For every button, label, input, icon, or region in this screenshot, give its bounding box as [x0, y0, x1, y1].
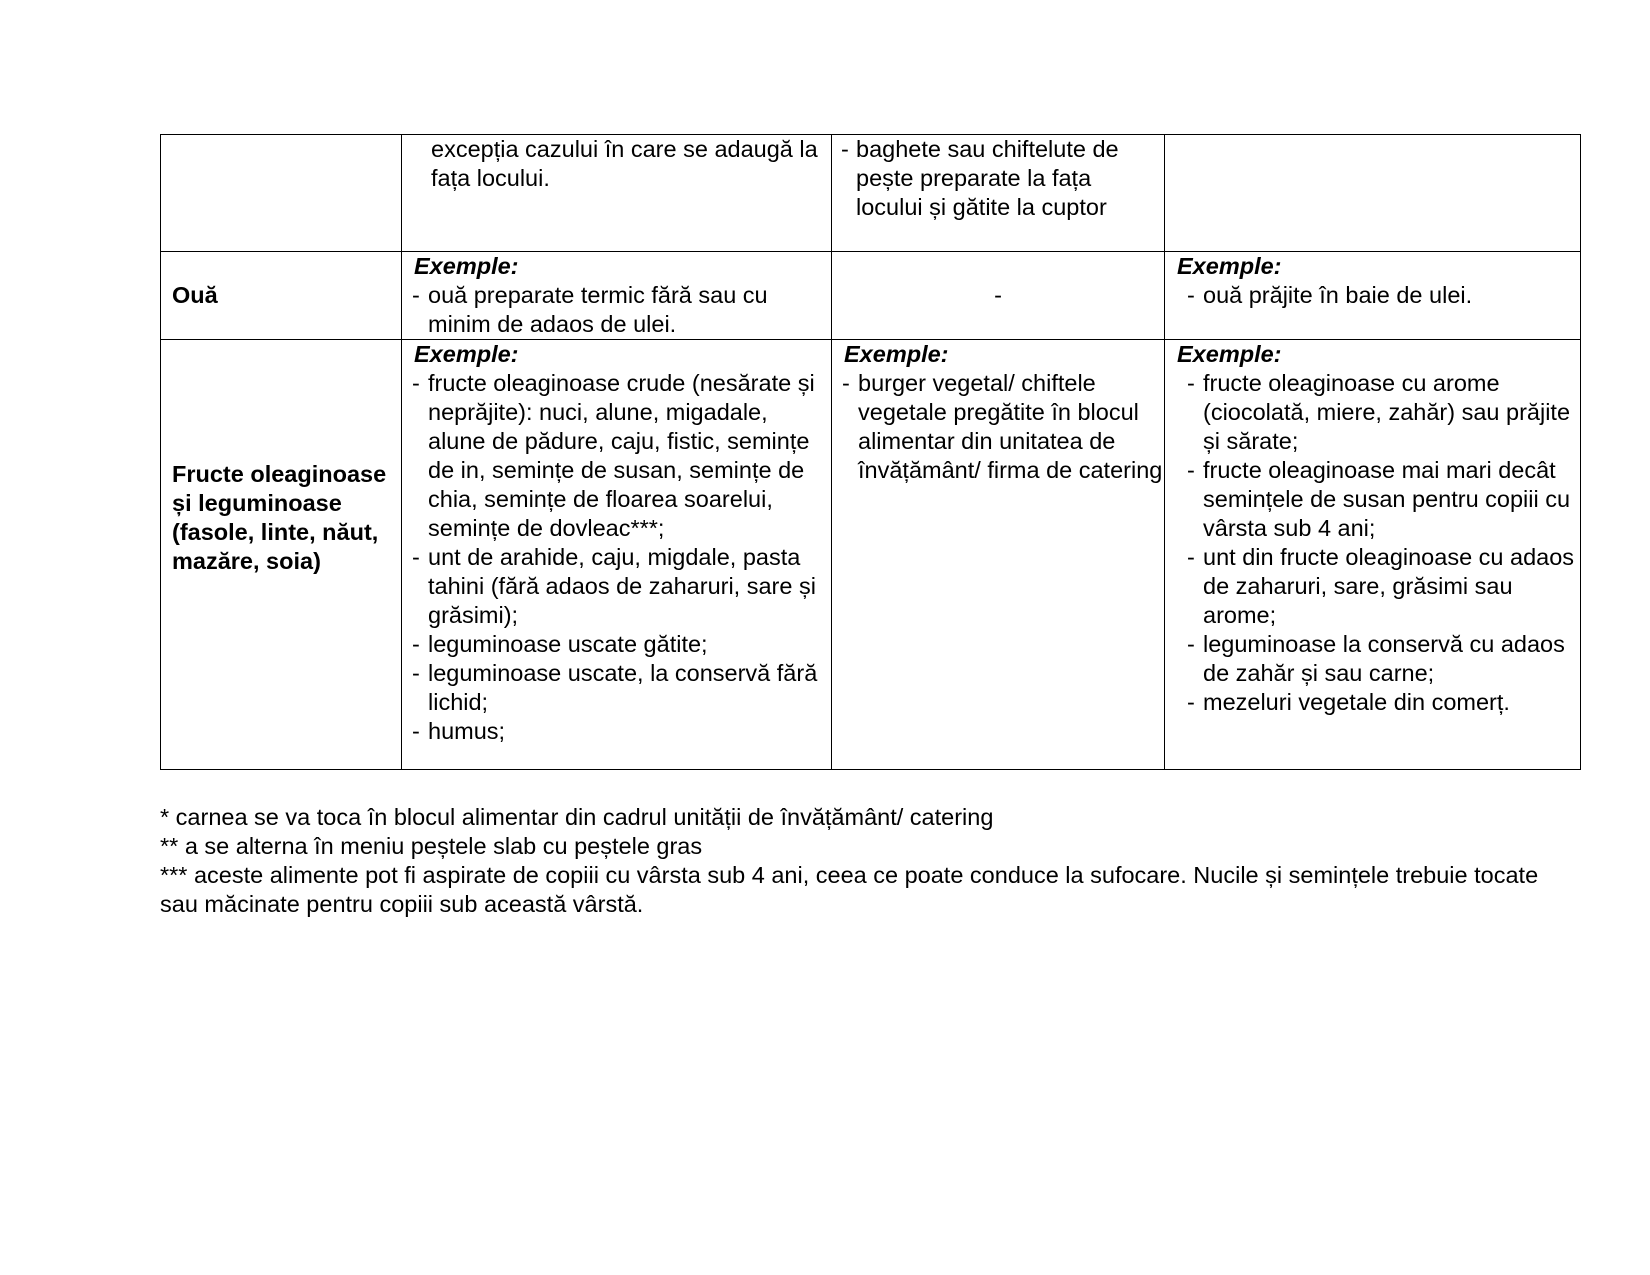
footnote: *** aceste alimente pot fi aspirate de copiii cu vârsta sub 4 ani, ceea ce poate conduce la sufocare. Nucile și semințele trebuie tocate sau măcinate pentru copiii sub această vârstă.: [160, 862, 1539, 917]
list-item: - unt de arahide, caju, migdale, pasta tahini (fără adaos de zaharuri, sare și grăsimi);: [402, 543, 831, 630]
example-list: [832, 369, 1164, 485]
list-item: - fructe oleaginoase cu arome (ciocolată, miere, zahăr) sau prăjite și sărate;: [1165, 369, 1580, 456]
not-recommended-cell: [1165, 135, 1581, 252]
category-label: Ouă: [172, 282, 218, 308]
moderate-cell: [832, 340, 1165, 770]
category-label: Fructe oleaginoase și leguminoase (fasole, linte, năut, mazăre, soia): [172, 461, 387, 574]
food-guidelines-table: [160, 134, 1581, 770]
examples-heading: Exemple:: [414, 341, 519, 367]
category-cell: [161, 135, 402, 252]
not-recommended-cell: [1165, 340, 1581, 770]
category-cell: [161, 252, 402, 340]
examples-heading: Exemple:: [414, 253, 519, 279]
footnotes: [160, 803, 1580, 919]
list-item: - burger vegetal/ chiftele vegetale pregătite în blocul alimentar din unitatea de învățământ/ firma de catering: [832, 369, 1164, 485]
recommended-cell: [402, 340, 832, 770]
continuation-text: excepția cazului în care se adaugă la fața locului.: [431, 136, 818, 191]
recommended-cell: [402, 135, 832, 252]
examples-heading: Exemple:: [1177, 253, 1282, 279]
table-row: [161, 252, 1581, 340]
list-item: - unt din fructe oleaginoase cu adaos de zaharuri, sare, grăsimi sau arome;: [1165, 543, 1580, 630]
table-row: [161, 340, 1581, 770]
recommended-cell: [402, 252, 832, 340]
list-item: - fructe oleaginoase mai mari decât semințele de susan pentru copiii cu vârsta sub 4 ani;: [1165, 456, 1580, 543]
list-item: - leguminoase la conservă cu adaos de zahăr și sau carne;: [1165, 630, 1580, 688]
example-list: [1165, 281, 1580, 310]
example-list: [402, 281, 831, 339]
list-item: - mezeluri vegetale din comerț.: [1165, 688, 1580, 717]
not-recommended-cell: [1165, 252, 1581, 340]
example-list: [832, 135, 1164, 222]
footnote: * carnea se va toca în blocul alimentar din cadrul unității de învățământ/ catering: [160, 804, 994, 830]
category-cell: [161, 340, 402, 770]
list-item: - humus;: [402, 717, 831, 746]
examples-heading: Exemple:: [1177, 341, 1282, 367]
list-item: - baghete sau chiftelute de pește preparate la fața locului și gătite la cuptor: [832, 135, 1164, 222]
list-item: - leguminoase uscate gătite;: [402, 630, 831, 659]
moderate-cell: [832, 252, 1165, 340]
empty-dash: -: [994, 282, 1002, 308]
examples-heading: Exemple:: [844, 341, 949, 367]
moderate-cell: [832, 135, 1165, 252]
example-list: [1165, 369, 1580, 717]
list-item: - ouă preparate termic fără sau cu minim de adaos de ulei.: [402, 281, 831, 339]
list-item: - ouă prăjite în baie de ulei.: [1165, 281, 1580, 310]
example-list: [402, 369, 831, 746]
list-item: - fructe oleaginoase crude (nesărate și neprăjite): nuci, alune, migadale, alune de pădure, caju, fistic, semințe de in, semințe de susan, semințe de chia, semințe de floarea soarelui, semințe de dovleac***;: [402, 369, 831, 543]
table-row: [161, 135, 1581, 252]
footnote: ** a se alterna în meniu peștele slab cu peștele gras: [160, 833, 703, 859]
list-item: - leguminoase uscate, la conservă fără lichid;: [402, 659, 831, 717]
